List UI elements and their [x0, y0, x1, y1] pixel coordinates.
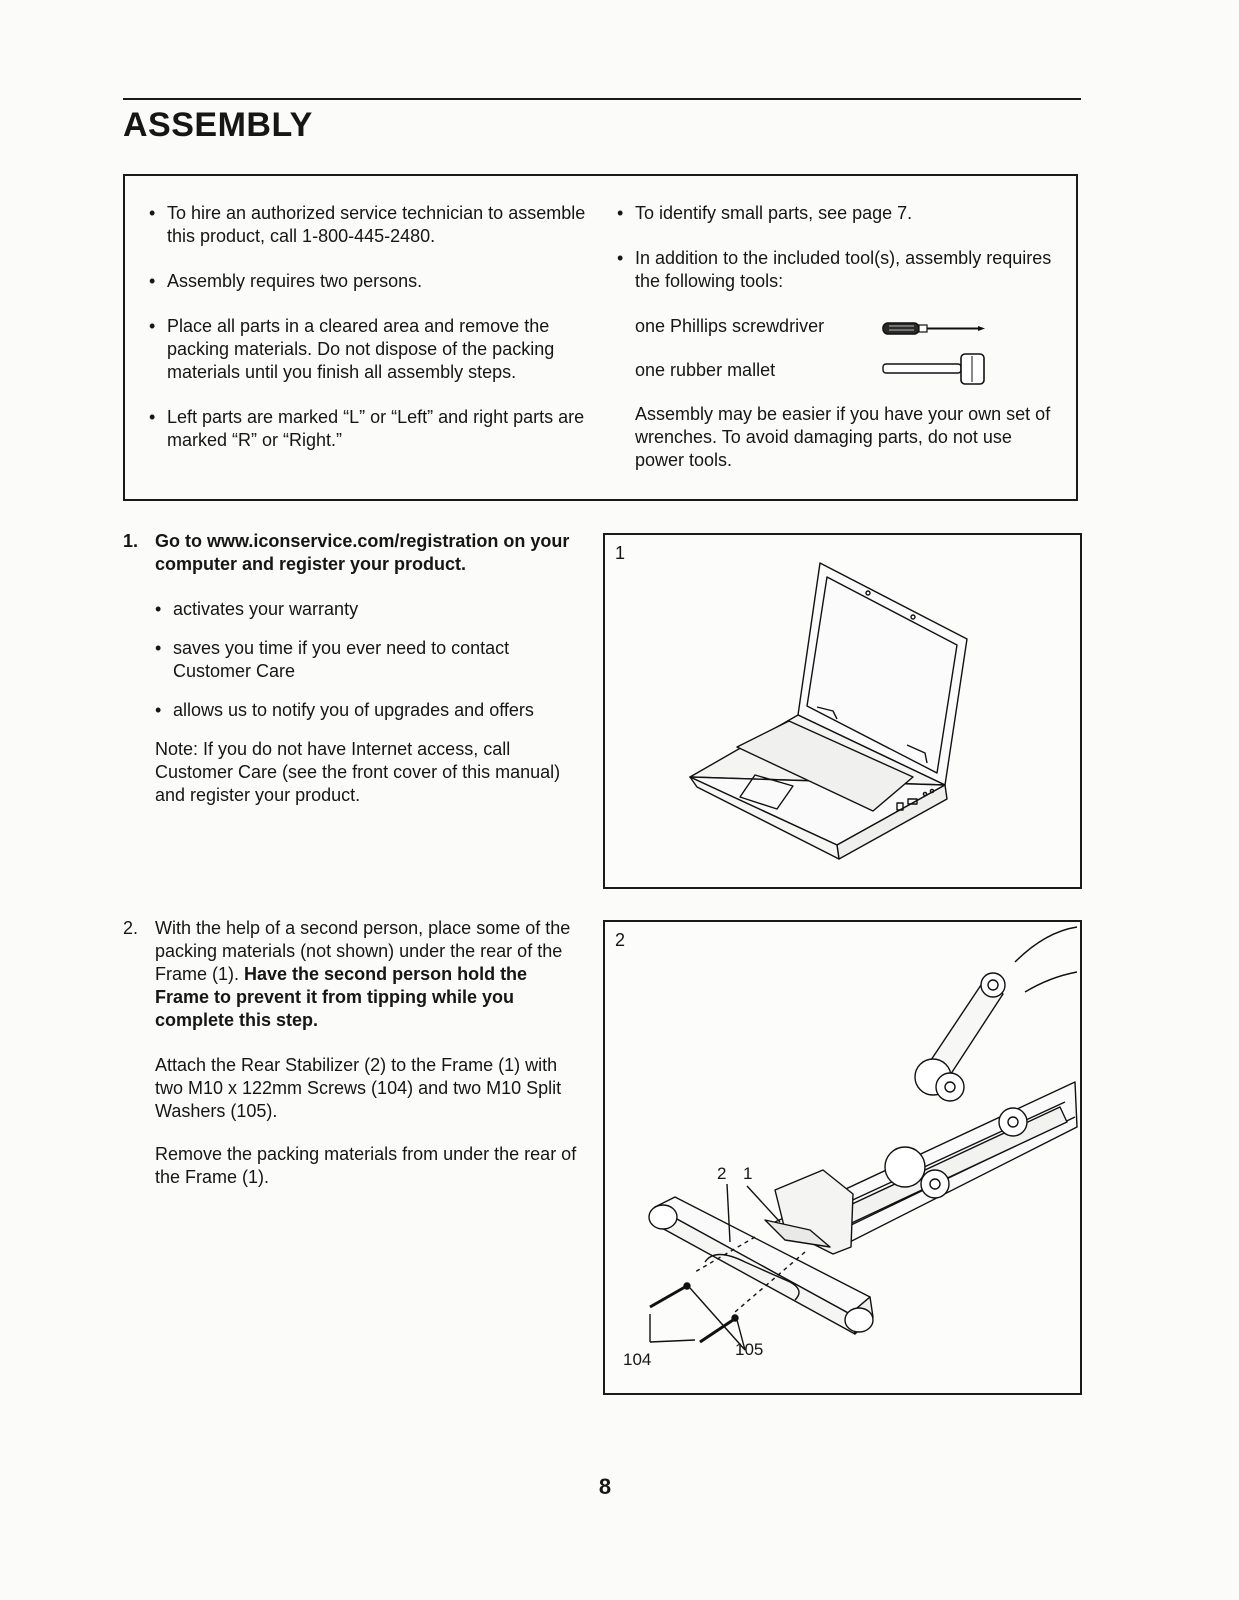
info-bullet-two-persons: • Assembly requires two persons.	[147, 270, 587, 293]
info-tools-note: Assembly may be easier if you have your own set of wrenches. To avoid damaging parts, do not use power tools.	[635, 404, 1051, 470]
tool-label: one Phillips screwdriver	[635, 316, 825, 336]
info-bullet-technician: • To hire an authorized service technician to assemble this product, call 1-800-445-2480.	[147, 202, 587, 248]
assembly-info-box	[123, 174, 1078, 501]
step-2-attach-instructions: Attach the Rear Stabilizer (2) to the Frame (1) with two M10 x 122mm Screws (104) and two M10 Split Washers (105).	[155, 1055, 562, 1121]
step-number: 2.	[123, 918, 139, 938]
stabilizer-assembly-illustration	[605, 922, 1080, 1393]
callout-washers: 105	[735, 1340, 764, 1359]
figure-number: 2	[615, 930, 626, 950]
step-number: 1.	[123, 531, 139, 551]
info-right-column	[615, 202, 1055, 472]
tool-row-screwdriver	[615, 315, 1055, 339]
info-left-column	[147, 202, 587, 474]
tool-label: one rubber mallet	[635, 360, 776, 380]
tool-row-mallet	[615, 359, 1055, 383]
info-bullet-cleared-area: • Place all parts in a cleared area and remove the packing materials. Do not dispose of the packing materials until you finish all assembly steps.	[147, 315, 587, 384]
step-1-bullet-warranty: • activates your warranty	[123, 598, 583, 621]
info-bullet-small-parts: • To identify small parts, see page 7.	[615, 202, 1055, 225]
mallet-icon	[880, 359, 990, 393]
step-2-remove-packing: Remove the packing materials from under the rear of the Frame (1).	[155, 1144, 577, 1187]
page-title: ASSEMBLY	[123, 106, 313, 144]
info-bullet-left-right: • Left parts are marked “L” or “Left” and right parts are marked “R” or “Right.”	[147, 406, 587, 452]
figure-number: 1	[615, 543, 626, 563]
step-1-bullet-offers: • allows us to notify you of upgrades and offers	[123, 699, 583, 722]
step-1-heading-text: Go to www.iconservice.com/registration on your computer and register your product.	[155, 531, 570, 574]
figure-2	[603, 920, 1082, 1395]
step-1-bullet-time: • saves you time if you ever need to contact Customer Care	[123, 637, 583, 683]
step-2	[123, 917, 583, 1209]
callout-frame: 1	[743, 1164, 753, 1183]
title-rule	[123, 98, 1081, 100]
step-1-note: Note: If you do not have Internet access, call Customer Care (see the front cover of this manual) and register your product.	[155, 739, 561, 805]
step-2-intro	[123, 917, 583, 1032]
callout-rear-stabilizer: 2	[717, 1164, 727, 1183]
step-2-warning: Have the second person hold the Frame to prevent it from tipping while you complete this step.	[155, 964, 528, 1030]
figure-1	[603, 533, 1082, 889]
screwdriver-icon	[880, 315, 990, 345]
step-1	[123, 530, 583, 827]
page-number: 8	[598, 1474, 612, 1499]
step-2-intro-text: With the help of a second person, place some of the packing materials (not shown) under the rear of the Frame (1).	[155, 918, 571, 984]
step-1-heading	[123, 530, 583, 576]
callout-screws: 104	[623, 1350, 652, 1369]
laptop-illustration	[605, 535, 1080, 887]
info-bullet-tools: • In addition to the included tool(s), assembly requires the following tools:	[615, 247, 1055, 293]
